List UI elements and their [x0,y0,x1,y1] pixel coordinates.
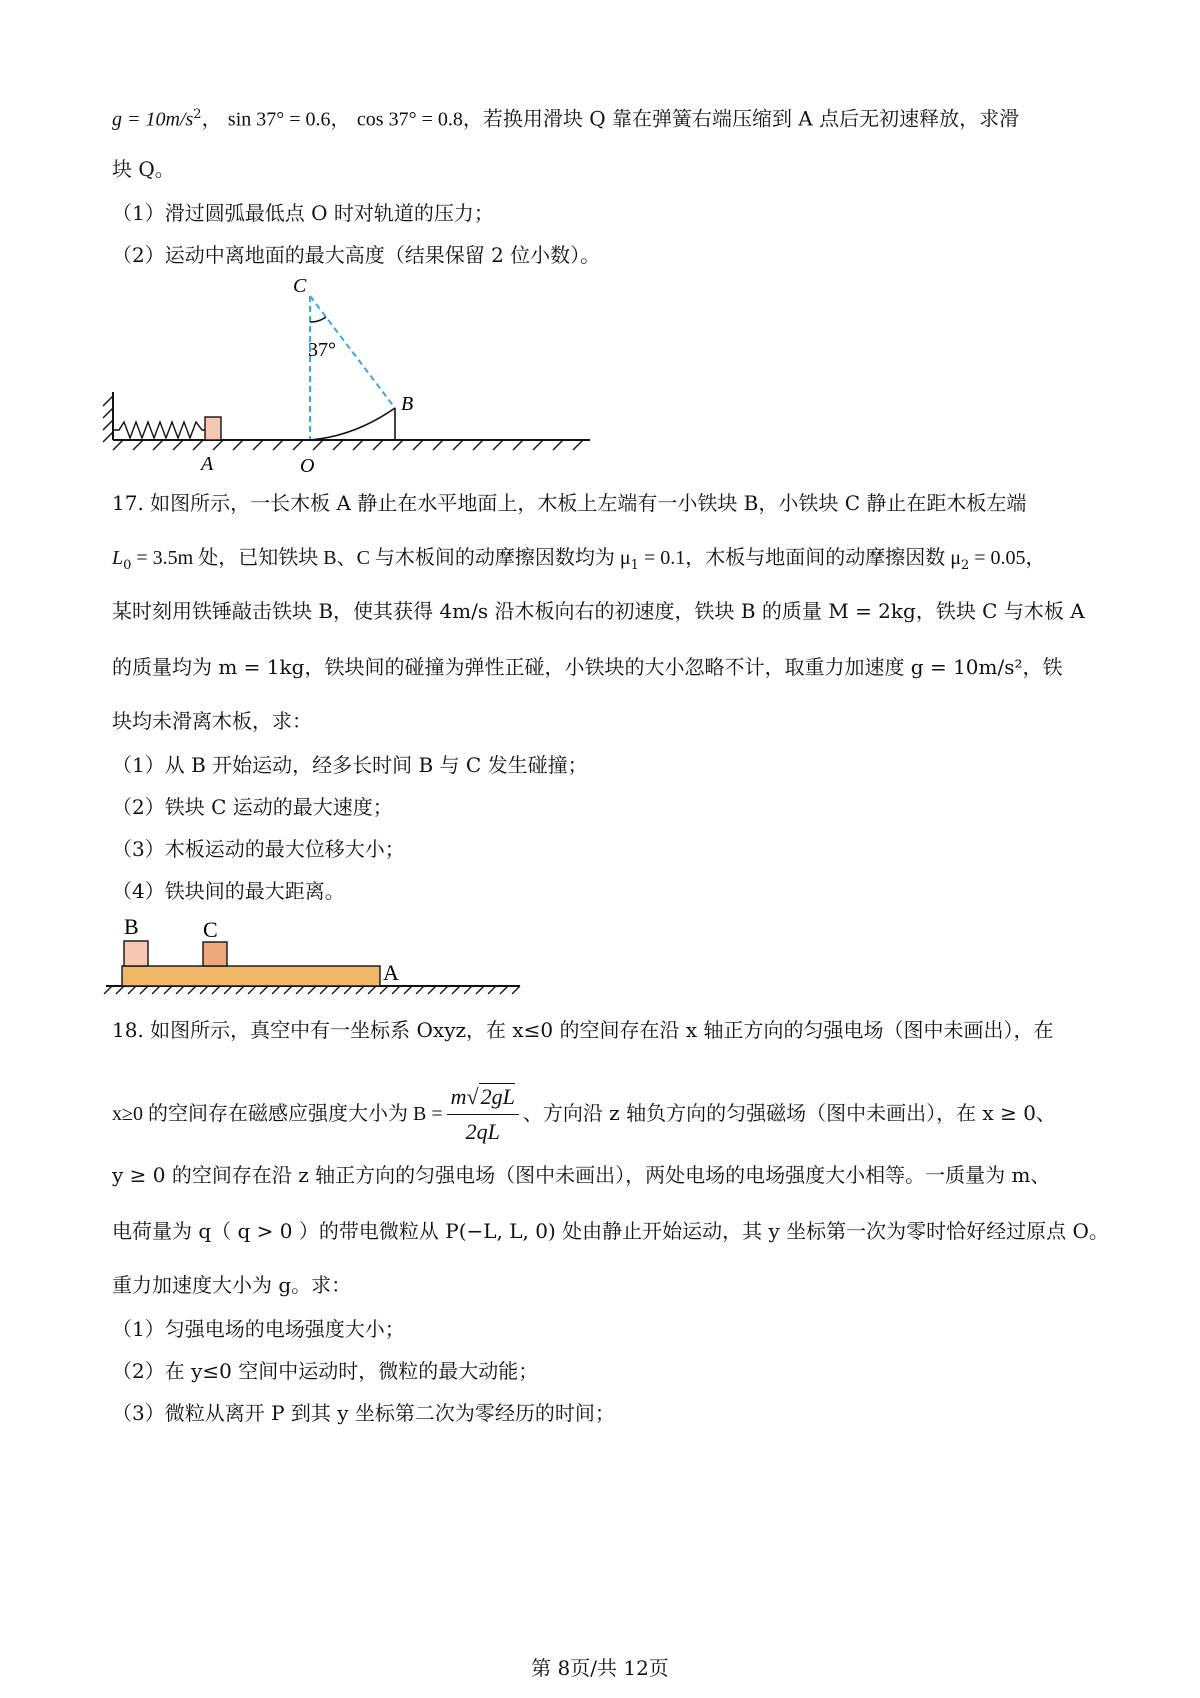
q17-line5: 块均未滑离木板，求： [112,709,312,733]
q16-angle-arc [310,317,326,322]
q16-figure [95,270,615,485]
q16-angle-label: 37° [308,339,336,361]
q16-label-c: C [293,275,307,297]
q18-line2 [112,1082,1056,1147]
q17-l0-sub: 0 [123,558,132,573]
q18-line2-b: 、方向沿 z 轴负方向的匀强磁场（图中未画出），在 x ≥ 0、 [522,1101,1056,1125]
q18-part1: （1）匀强电场的电场强度大小； [112,1317,405,1341]
q17-ground-hatch [104,986,520,994]
q17-line4: 的质量均为 m = 1kg，铁块间的碰撞为弹性正碰，小铁块的大小忽略不计，取重力加速度 g = 10m/s²，铁 [112,655,1063,679]
q16-part2: （2）运动中离地面的最大高度（结果保留 2 位小数）。 [112,243,601,267]
q16-line1-rest: ，若换用滑块 Q 靠在弹簧右端压缩到 A 点后无初速释放，求滑 [462,106,1020,131]
q18-line4: 电荷量为 q（ q > 0 ）的带电微粒从 P(−L, L, 0) 处由静止开始运动，其 y 坐标第一次为零时恰好经过原点 O。 [112,1219,1109,1243]
q16-g: g = 10m/s [112,108,194,131]
q17-line1: 17. 如图所示，一长木板 A 静止在水平地面上，木板上左端有一小铁块 B，小铁块 C 静止在距木板左端 [112,491,1027,515]
q16-label-b: B [401,393,414,415]
q16-wall-hatch [103,396,113,442]
q18-line3: y ≥ 0 的空间存在沿 z 轴正方向的匀强电场（图中未画出），两处电场的电场强度大小相等。一质量为 m、 [112,1163,1051,1187]
q17-mu1-sub: 1 [630,558,639,573]
q18-part3: （3）微粒从离开 P 到其 y 坐标第二次为零经历的时间； [112,1401,615,1425]
q18-frac-m: m [450,1084,467,1109]
q17-l0: L [112,547,124,569]
q17-part2: （2）铁块 C 运动的最大速度； [112,795,393,819]
q17-line2 [112,542,1046,581]
q16-label-o: O [300,455,315,477]
q16-arc-track [310,408,395,440]
q17-line3: 某时刻用铁锤敲击铁块 B，使其获得 4m/s 沿木板向右的初速度，铁块 B 的质量 M = 2kg，铁块 C 与木板 A [112,599,1085,623]
q17-line2-b: = 3.5m 处，已知铁块 B、C 与木板间的动摩擦因数均为 μ [131,547,631,569]
q18-frac-den: 2qL [465,1119,500,1144]
q18-frac-sqrt: 2gL [480,1084,515,1109]
q17-label-a: A [383,960,399,985]
q16-slider-block [205,417,221,440]
q17-label-b: B [124,914,139,939]
q17-part1: （1）从 B 开始运动，经多长时间 B 与 C 发生碰撞； [112,753,588,777]
page-footer: 第 8页/共 12页 [531,1656,669,1680]
q17-part4: （4）铁块间的最大距离。 [112,879,345,903]
q17-figure [100,910,530,995]
q16-part1: （1）滑过圆弧最低点 O 时对轨道的压力； [112,201,494,225]
q16-line2: 块 Q。 [112,157,175,181]
q18-line1: 18. 如图所示，真空中有一坐标系 Oxyz，在 x≤0 的空间存在沿 x 轴正方向的匀强电场（图中未画出），在 [112,1018,1054,1042]
q17-block-b [124,941,148,966]
q16-cos: cos 37° = 0.8 [356,108,463,131]
q17-label-c: C [203,917,218,942]
q18-part2: （2）在 y≤0 空间中运动时，微粒的最大动能； [112,1359,539,1383]
q17-part3: （3）木板运动的最大位移大小； [112,837,405,861]
q17-line2-d: = 0.05， [969,547,1046,569]
q17-line2-c: = 0.1，木板与地面间的动摩擦因数 μ [638,547,961,569]
q17-board-a [122,966,380,986]
q17-block-c [203,942,227,966]
q18-line5: 重力加速度大小为 g。求： [112,1273,352,1297]
q17-mu2-sub: 2 [960,558,970,573]
q18-line2-a: x≥0 的空间存在磁感应强度大小为 B = [112,1103,443,1125]
q16-sin: sin 37° = 0.6 [227,108,331,131]
q16-spring [113,422,205,438]
q16-ground-hatch [113,440,583,450]
q16-label-a: A [201,453,214,475]
q16-line1: $g = 10m/s^2$， sin 37° = 0.6， cos 37° = 0.8，若换用滑块 Q 靠在弹簧右端压缩到 A 点后无初速释放，求滑 [112,106,1020,131]
q18-b-fraction: $\frac{m√2gL}{2qL}$ [447,1082,519,1147]
